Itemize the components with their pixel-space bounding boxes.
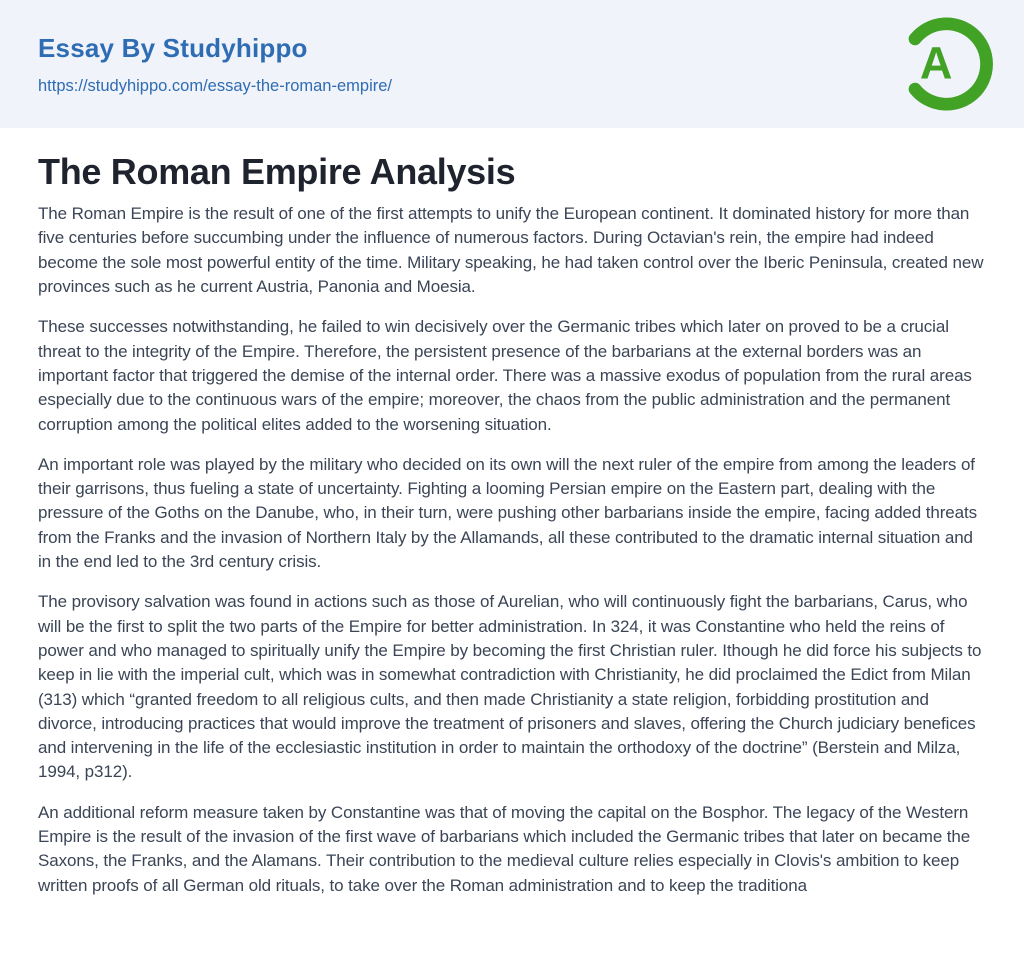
essay-body: [38, 202, 986, 898]
essay-title: The Roman Empire Analysis: [38, 151, 516, 192]
essay-content: [0, 150, 1024, 898]
page-header: [0, 0, 1024, 128]
header-text-block: [38, 33, 392, 96]
studyhippo-logo-icon: [896, 15, 994, 113]
essay-paragraph: An additional reform measure taken by Constantine was that of moving the capital on the Bosphor. The legacy of the Western Empire is the result of the invasion of the first wave of barbarians which included the Germanic tribes that later on became the Saxons, the Franks, and the Alamans. Their contribution to the medieval culture relies especially in Clovis's ambition to keep written proofs of all German old rituals, to take over the Roman administration and to keep the traditiona: [38, 802, 971, 895]
source-url-link[interactable]: https://studyhippo.com/essay-the-roman-empire/: [38, 76, 392, 95]
essay-paragraph: An important role was played by the military who decided on its own will the next ruler of the empire from among the leaders of their garrisons, thus fueling a state of uncertainty. Fighting a looming Persian empire on the Eastern part, dealing with the pressure of the Goths on the Danube, who, in their turn, were pushing other barbarians inside the empire, facing added threats from the Franks and the invasion of Northern Italy by the Allamands, all these contributed to the dramatic internal situation and in the end led to the 3rd century crisis.: [38, 454, 978, 572]
logo-letter: A: [919, 37, 953, 89]
essay-paragraph: The Roman Empire is the result of one of the first attempts to unify the European continent. It dominated history for more than five centuries before succumbing under the influence of numerous factors. During Octavian's rein, the empire had indeed become the sole most powerful entity of the time. Military speaking, he had taken control over the Iberic Peninsula, created new provinces such as he current Austria, Panonia and Moesia.: [38, 204, 984, 297]
essay-paragraph: The provisory salvation was found in actions such as those of Aurelian, who will continuously fight the barbarians, Carus, who will be the first to split the two parts of the Empire for better administration. In 324, it was Constantine who held the reins of power and who managed to spiritually unify the Empire by becoming the first Christian ruler. Ithough he did force his subjects to keep in lie with the imperial cult, which was in somewhat contradiction with Christianity, he did proclaimed the Edict from Milan (313) which “granted freedom to all religious cults, and then made Christianity a state religion, forbidding prostitution and divorce, introducing practices that would improve the treatment of prisoners and slaves, offering the Church judiciary benefices and intervening in the life of the ecclesiastic institution in order to maintain the orthodoxy of the doctrine” (Berstein and Milza, 1994, p312).: [38, 592, 982, 782]
essay-paragraph: These successes notwithstanding, he failed to win decisively over the Germanic tribes which later on proved to be a crucial threat to the integrity of the Empire. Therefore, the persistent presence of the barbarians at the external borders was an important factor that triggered the demise of the internal order. There was a massive exodus of population from the rural areas especially due to the continuous wars of the empire; moreover, the chaos from the public administration and the permanent corruption among the political elites added to the worsening situation.: [38, 317, 972, 434]
site-byline: Essay By Studyhippo: [38, 32, 308, 63]
